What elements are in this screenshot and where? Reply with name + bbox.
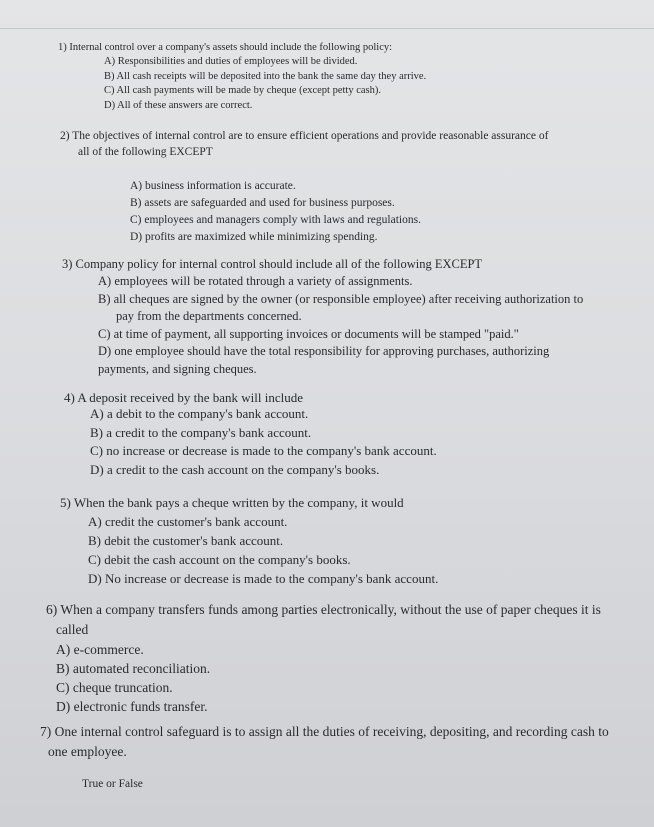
question-1-option-b: B) All cash receipts will be deposited into the bank the same day they arrive.: [104, 70, 427, 82]
question-4-stem: 4) A deposit received by the bank will include: [64, 390, 303, 405]
question-6-option-a: A) e-commerce.: [56, 642, 144, 657]
question-3-option-c: C) at time of payment, all supporting invoices or documents will be stamped "paid.": [98, 326, 519, 341]
question-2: [60, 128, 640, 246]
question-2-option-c: C) employees and managers comply with laws and regulations.: [130, 214, 421, 226]
question-5-option-a: A) credit the customer's bank account.: [88, 514, 288, 529]
question-6: [46, 600, 646, 716]
question-2-options: [130, 178, 640, 246]
question-3: [62, 256, 642, 378]
question-5: [60, 494, 438, 588]
question-6-stem-continued: called: [56, 622, 89, 637]
question-4-option-b: B) a credit to the company's bank account.: [90, 424, 312, 440]
question-4-option-c: C) no increase or decrease is made to the company's bank account.: [90, 443, 437, 458]
question-3-option-a: A) employees will be rotated through a variety of assignments.: [98, 274, 413, 288]
question-6-option-c: C) cheque truncation.: [56, 680, 173, 695]
question-1: [58, 40, 426, 113]
question-5-stem: 5) When the bank pays a cheque written by the company, it would: [60, 495, 404, 510]
paper-fold-line: [0, 28, 654, 29]
question-2-option-b: B) assets are safeguarded and used for business purposes.: [130, 197, 395, 209]
question-3-options: [98, 273, 642, 378]
question-7-stem-continued: one employee.: [48, 744, 127, 759]
question-7-answer-type: True or False: [82, 778, 143, 790]
question-2-option-d: D) profits are maximized while minimizing spending.: [130, 231, 378, 243]
question-1-stem: 1) Internal control over a company's assets should include the following policy:: [58, 42, 393, 53]
question-2-stem: 2) The objectives of internal control are to ensure efficient operations and provide reasonable assurance of: [60, 130, 549, 142]
question-5-option-b: B) debit the customer's bank account.: [88, 533, 284, 548]
question-3-option-b-continued: pay from the departments concerned.: [116, 309, 302, 323]
question-1-options: [104, 55, 426, 113]
question-1-option-a: A) Responsibilities and duties of employees will be divided.: [104, 56, 358, 67]
question-5-option-c: C) debit the cash account on the company's books.: [88, 552, 351, 567]
question-6-option-d: D) electronic funds transfer.: [56, 699, 208, 714]
question-4-options: [90, 405, 437, 479]
question-6-option-b: B) automated reconciliation.: [56, 661, 211, 676]
question-3-option-d: D) one employee should have the total responsibility for approving purchases, authorizing: [98, 344, 550, 358]
question-3-option-d-continued: payments, and signing cheques.: [98, 361, 257, 376]
question-5-option-d: D) No increase or decrease is made to the company's bank account.: [88, 571, 439, 586]
question-7: [40, 722, 650, 802]
question-2-option-a: A) business information is accurate.: [130, 180, 296, 192]
question-1-option-d: D) All of these answers are correct.: [104, 99, 253, 111]
question-7-stem: 7) One internal control safeguard is to assign all the duties of receiving, depositing, and recording cash to: [40, 724, 609, 739]
question-4: [64, 390, 437, 479]
question-1-option-c: C) All cash payments will be made by cheque (except petty cash).: [104, 85, 381, 96]
question-5-options: [88, 512, 438, 588]
question-4-option-a: A) a debit to the company's bank account.: [90, 406, 309, 421]
question-3-stem: 3) Company policy for internal control should include all of the following EXCEPT: [62, 257, 483, 271]
question-4-option-d: D) a credit to the cash account on the company's books.: [90, 461, 380, 477]
question-2-stem-continued: all of the following EXCEPT: [78, 146, 213, 158]
question-6-stem: 6) When a company transfers funds among parties electronically, without the use of paper cheques it is: [46, 602, 601, 617]
question-3-option-b: B) all cheques are signed by the owner (or responsible employee) after receiving authorization to: [98, 291, 584, 306]
question-6-options: [56, 640, 646, 716]
